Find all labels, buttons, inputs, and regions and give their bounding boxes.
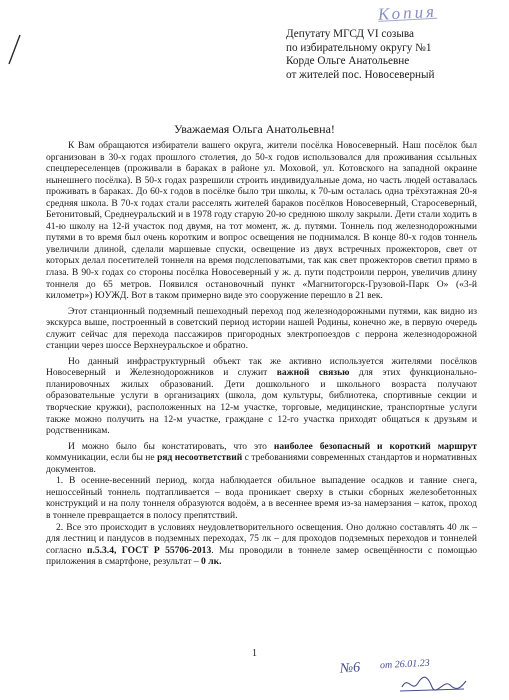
handwritten-number: №6 — [339, 660, 361, 677]
copy-stamp: Копия — [377, 1, 438, 24]
paragraph: 1. В осенне-весенний период, когда наблюдается обильное выпадение осадков и таяние снега, нешоссейный тоннель подтапливается – вода проникает сверху в стыки сборных железобетонных конструкций и на полу тоннеля образуются водоём, а в весеннее время из-за намерзания – каток, проход в тоннеле превращается в полосу препятствий. — [46, 475, 477, 521]
paragraph: Но данный инфраструктурный объект так же активно используется жителями посёлков Новосеверный и Железнодорожников и служит важной связью для этих функционально-планировочных жилых образований. Дети дошкольного и школьного возраста получают образовательные услуги в организациях (школа, дом культуры, библиотека, спортивные секции и творческие кружки), расположенных на 12-м участке, торговые, медицинские, транспортные услуги также можно получить на 12-м участке, граждане с 12-го участка приходят общаться к друзьям и родственникам. — [46, 355, 477, 437]
addressee-line: Корде Ольге Анатольевне — [286, 55, 410, 68]
paragraph: И можно было бы констатировать, что это наиболее безопасный и короткий маршрут коммуникации, если бы не ряд несоответствий с требованиями современных стандартов и нормативных документов. — [46, 440, 477, 475]
handwritten-date: от 26.01.23 — [379, 657, 430, 672]
addressee-line: Депутату МГСД VI созыва — [286, 28, 414, 40]
paragraph: 2. Все это происходит в условиях неудовлетворительного освещения. Оно должно составлять 40 лк – для лестниц и пандусов в подземных переходах, 75 лк – для проходов подземных переходов и тоннелей согласно п.5.3.4, ГОСТ Р 55706-2013. Мы проводили в тоннеле замер освещённости с помощью приложения в смартфоне, результат – 0 лк. — [46, 521, 477, 568]
addressee-line: от жителей пос. Новосеверный — [286, 68, 435, 81]
addressee-block — [286, 28, 501, 82]
paragraph: К Вам обращаются избиратели вашего округа, жители посёлка Новосеверный. Наш посёлок был организован в 30-х годах прошлого столетия, до 50-х годов использовался для проживания ссыльных спецпереселенцев (проживали в бараках в районе ул. Моховой, ул. Котовского на западной окраине нынешнего посёлка). В 50-х годах разрешили строить индивидуальные дома, но часть людей оставалась проживать в бараках. До 60-х годов в посёлке было три школы, к 70-ым осталась одна трёхэтажная 20-я средняя школа. В 70-х годах стали расселять жителей бараков посёлков Новосеверный, Старосеверный, Бетонитовый, Среднеуральский и в 1978 году старую 20-ю среднюю школу закрыли. Дети стали ходить в 41-ю школу на 12-й участок под двумя, на тот момент, ж. д. путями. Тоннель под железнодорожными путями в то время был очень коротким и вопрос освещения не поднимался. В конце 80-х годов тоннель увеличили длиной, сделали маршевые спуски, освещение из двух встречных прожекторов, свет от которых делал посетителей тоннеля на время подслеповатыми, так как свет прожекторов светил прямо в глаза. В 90-х годах со стороны посёлка Новосеверный у ж. д. пути подстроили перрон, увеличив длину тоннеля до 65 метров. Появился остановочный пункт «Магнитогорск-Грузовой-Парк О» («3-й километр») ЮУЖД. Вот в таком примерно виде это сооружение перешло в 21 век. — [46, 140, 477, 302]
salutation: Уважаемая Ольга Анатольевна! — [174, 122, 335, 136]
pen-mark — [6, 34, 22, 66]
paragraph: Этот станционный подземный пешеходный переход под железнодорожными путями, как видно из экскурса выше, построенный в советский период истории нашей Родины, конечно же, в первую очередь служит сейчас для перехода пассажиров пригородных электропоездов с перрона железнодорожной станции через шоссе Верхнеуральское и обратно. — [46, 305, 477, 352]
registration-note — [340, 655, 500, 699]
letter-body — [46, 140, 477, 568]
addressee-line: по избирательному округу №1 — [286, 41, 432, 54]
signature — [398, 673, 468, 695]
page-number: 1 — [252, 648, 257, 659]
